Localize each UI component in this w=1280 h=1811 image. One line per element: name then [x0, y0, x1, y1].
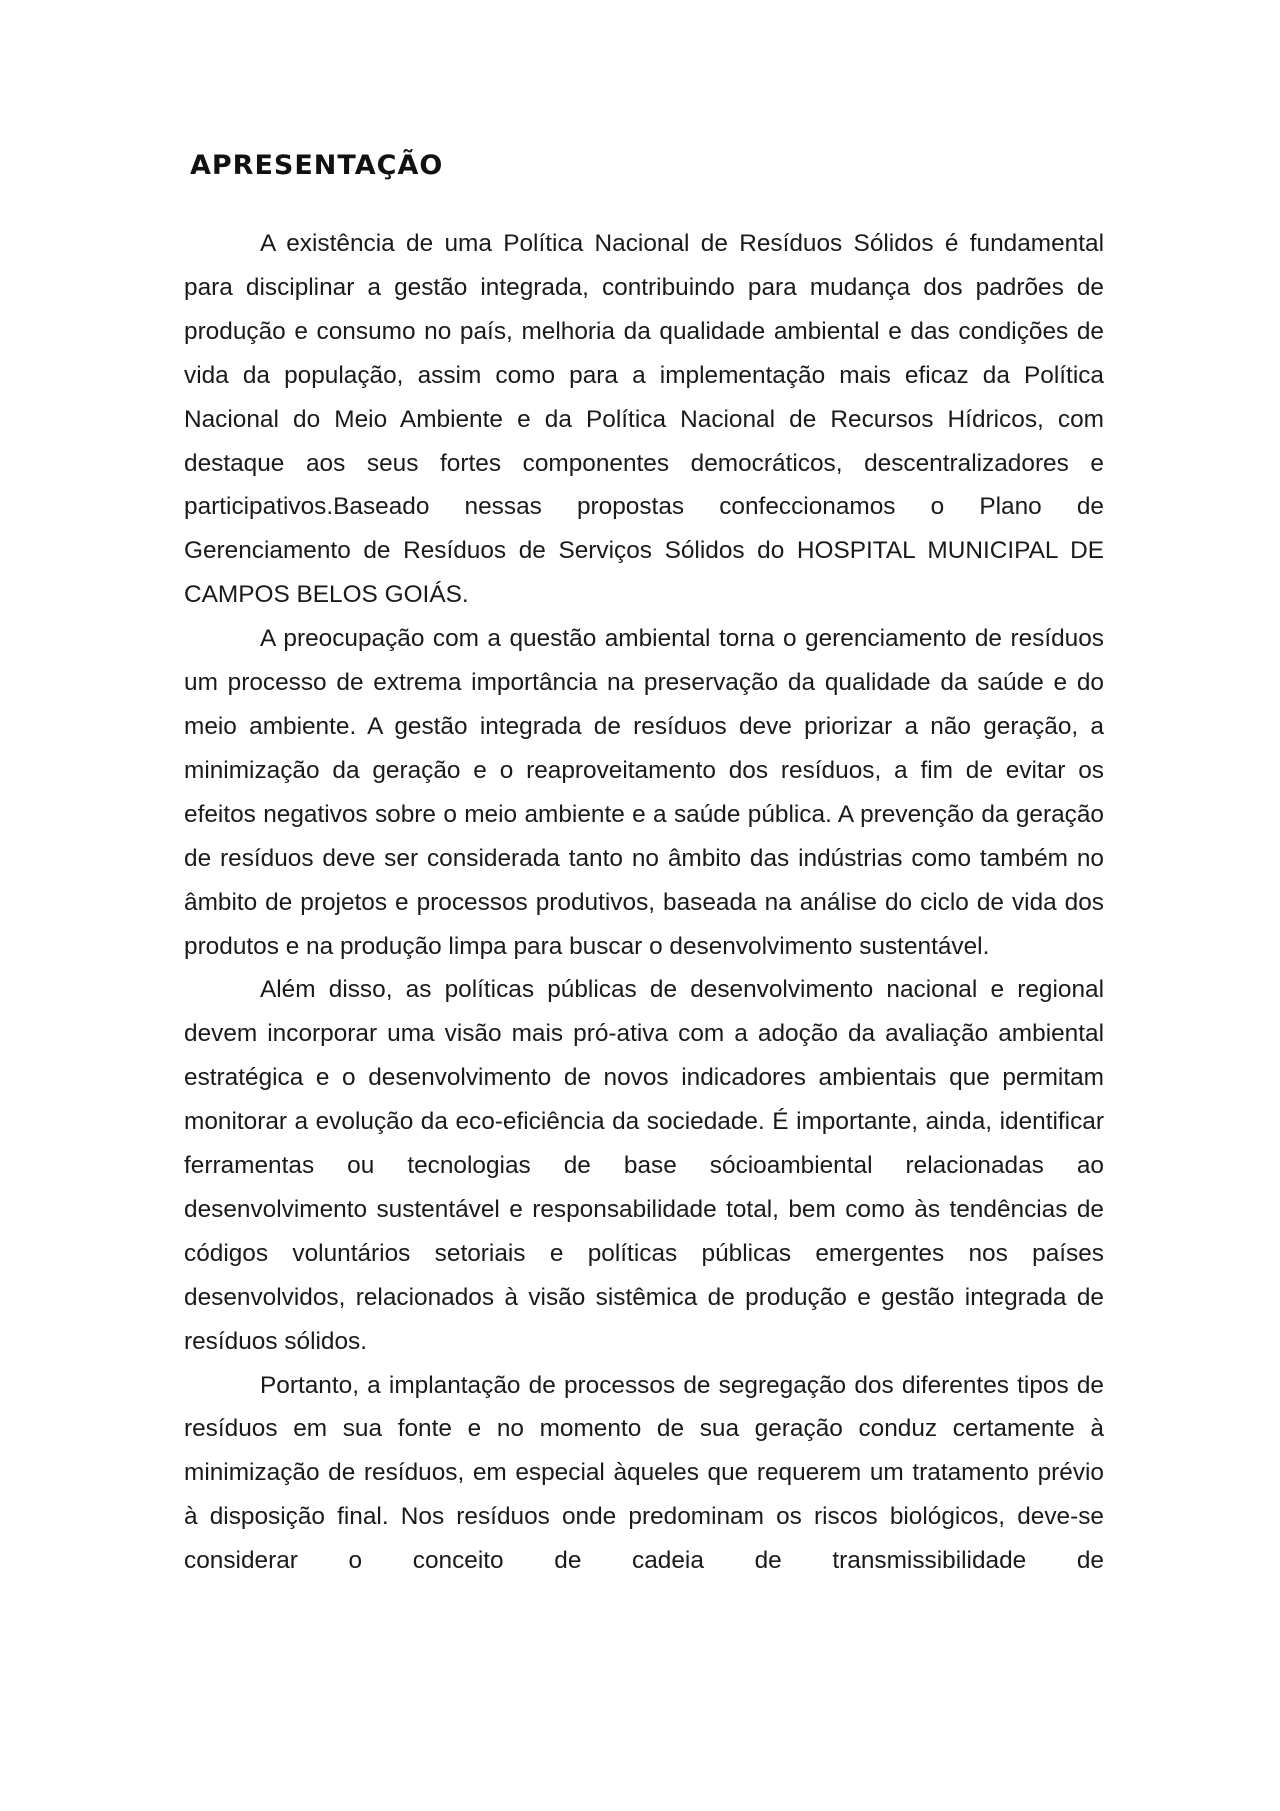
paragraph-1: A existência de uma Política Nacional de Resíduos Sólidos é fundamental para disciplinar a gestão integrada, contribuindo para mudança dos padrões de produção e consumo no país, melhoria da qualidade ambiental e das condições de vida da população, assim como para a implementação mais eficaz da Política Nacional do Meio Ambiente e da Política Nacional de Recursos Hídricos, com destaque aos seus fortes componentes democráticos, descentralizadores e participativos.Baseado nessas propostas confeccionamos o Plano de Gerenciamento de Resíduos de Serviços Sólidos do HOSPITAL MUNICIPAL DE CAMPOS BELOS GOIÁS. [184, 230, 1104, 609]
page-title: APRESENTAÇÃO [190, 150, 444, 181]
paragraph-4: Portanto, a implantação de processos de segregação dos diferentes tipos de resíduos em sua fonte e no momento de sua geração conduz certamente à minimização de resíduos, em especial àqueles que requerem um tratamento prévio à disposição final. Nos resíduos onde predominam os riscos biológicos, deve-se considerar o conceito de cadeia de transmissibilidade de [184, 1371, 1104, 1575]
paragraph-2: A preocupação com a questão ambiental torna o gerenciamento de resíduos um processo de extrema importância na preservação da qualidade da saúde e do meio ambiente. A gestão integrada de resíduos deve priorizar a não geração, a minimização da geração e o reaproveitamento dos resíduos, a fim de evitar os efeitos negativos sobre o meio ambiente e a saúde pública. A prevenção da geração de resíduos deve ser considerada tanto no âmbito das indústrias como também no âmbito de projetos e processos produtivos, baseada na análise do ciclo de vida dos produtos e na produção limpa para buscar o desenvolvimento sustentável. [184, 625, 1104, 960]
document-body [184, 222, 1104, 1583]
paragraph-3: Além disso, as políticas públicas de desenvolvimento nacional e regional devem incorporar uma visão mais pró-ativa com a adoção da avaliação ambiental estratégica e o desenvolvimento de novos indicadores ambientais que permitam monitorar a evolução da eco-eficiência da sociedade. É importante, ainda, identificar ferramentas ou tecnologias de base sócioambiental relacionadas ao desenvolvimento sustentável e responsabilidade total, bem como às tendências de códigos voluntários setoriais e políticas públicas emergentes nos países desenvolvidos, relacionados à visão sistêmica de produção e gestão integrada de resíduos sólidos. [184, 976, 1104, 1355]
